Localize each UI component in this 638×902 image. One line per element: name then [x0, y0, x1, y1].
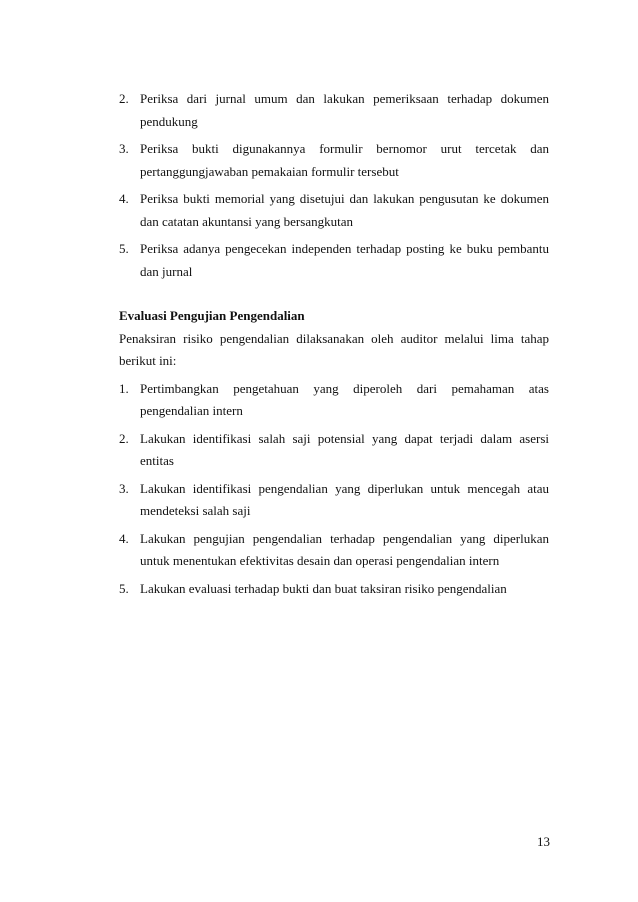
- list-item-text: Lakukan identifikasi salah saji potensial yang dapat terjadi dalam asersi entitas: [140, 430, 549, 468]
- list-item-number: 2.: [119, 91, 129, 106]
- list-item-number: 1.: [119, 380, 129, 396]
- list-item-text: Periksa bukti memorial yang disetujui dan lakukan pengusutan ke dokumen dan catatan akuntansi yang bersangkutan: [140, 191, 549, 229]
- list-item-number: 4.: [119, 530, 129, 546]
- list-item: [119, 188, 549, 233]
- list-item-text: Lakukan pengujian pengendalian terhadap pengendalian yang diperlukan untuk menentukan efektivitas desain dan operasi pengendalian intern: [140, 530, 549, 568]
- list-item-number: 3.: [119, 480, 129, 496]
- list-item-number: 2.: [119, 430, 129, 446]
- list-item-text: Lakukan evaluasi terhadap bukti dan buat taksiran risiko pengendalian: [140, 580, 507, 596]
- list-item-text: Pertimbangkan pengetahuan yang diperoleh dari pemahaman atas pengendalian intern: [140, 380, 549, 418]
- list-item-number: 5.: [119, 241, 129, 256]
- page-number: 13: [537, 834, 550, 849]
- list-item: [119, 528, 549, 573]
- list-item: [119, 578, 549, 601]
- list-item: [119, 478, 549, 523]
- list-item: [119, 378, 549, 423]
- list-item: [119, 428, 549, 473]
- evaluation-steps-list: [119, 378, 549, 601]
- page-content: [119, 88, 549, 605]
- list-item: [119, 238, 549, 283]
- list-item-text: Periksa dari jurnal umum dan lakukan pemeriksaan terhadap dokumen pendukung: [140, 91, 549, 129]
- list-item-number: 5.: [119, 580, 129, 596]
- list-item-number: 3.: [119, 141, 129, 156]
- list-item-text: Lakukan identifikasi pengendalian yang diperlukan untuk mencegah atau mendeteksi salah saji: [140, 480, 549, 518]
- list-item-number: 4.: [119, 191, 129, 206]
- procedure-list: [119, 88, 549, 283]
- section-heading: Evaluasi Pengujian Pengendalian: [119, 308, 305, 323]
- list-item-text: Periksa adanya pengecekan independen terhadap posting ke buku pembantu dan jurnal: [140, 241, 549, 279]
- list-item: [119, 88, 549, 133]
- list-item: [119, 138, 549, 183]
- section-intro: Penaksiran risiko pengendalian dilaksanakan oleh auditor melalui lima tahap berikut ini:: [119, 330, 549, 368]
- list-item-text: Periksa bukti digunakannya formulir bernomor urut tercetak dan pertanggungjawaban pemakaian formulir tersebut: [140, 141, 549, 179]
